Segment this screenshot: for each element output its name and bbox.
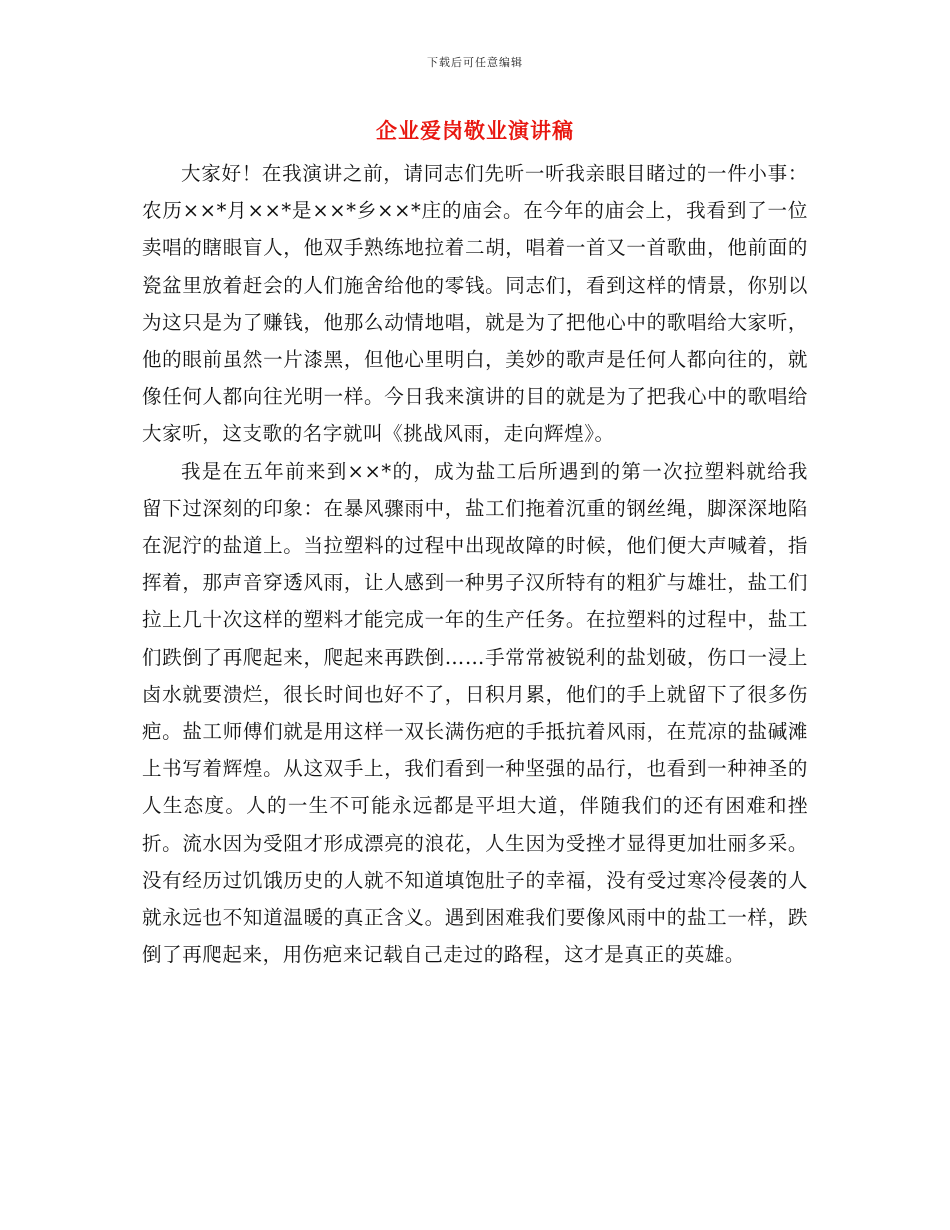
page-header-note: 下载后可任意编辑	[427, 56, 523, 69]
paragraph-1: 大家好！在我演讲之前，请同志们先听一听我亲眼目睹过的一件小事：农历××*月××*是××*乡××*庄的庙会。在今年的庙会上，我看到了一位卖唱的瞎眼盲人，他双手熟练地拉着二胡，唱着一首又一首歌曲，他前面的瓷盆里放着赶会的人们施舍给他的零钱。同志们，看到这样的情景，你别以为这只是为了赚钱，他那么动情地唱，就是为了把他心中的歌唱给大家听，他的眼前虽然一片漆黑，但他心里明白，美妙的歌声是任何人都向往的，就像任何人都向往光明一样。今日我来演讲的目的就是为了把我心中的歌唱给大家听，这支歌的名字就叫《挑战风雨，走向辉煌》。	[142, 162, 808, 446]
document-body	[142, 155, 808, 973]
paragraph-2: 我是在五年前来到××*的，成为盐工后所遇到的第一次拉塑料就给我留下过深刻的印象：在暴风骤雨中，盐工们拖着沉重的钢丝绳，脚深深地陷在泥泞的盐道上。当拉塑料的过程中出现故障的时候，他们便大声喊着，指挥着，那声音穿透风雨，让人感到一种男子汉所特有的粗犷与雄壮，盐工们拉上几十次这样的塑料才能完成一年的生产任务。在拉塑料的过程中，盐工们跌倒了再爬起来，爬起来再跌倒……手常常被锐利的盐划破，伤口一浸上卤水就要溃烂，很长时间也好不了，日积月累，他们的手上就留下了很多伤疤。盐工师傅们就是用这样一双长满伤疤的手抵抗着风雨，在荒凉的盐碱滩上书写着辉煌。从这双手上，我们看到一种坚强的品行，也看到一种神圣的人生态度。人的一生不可能永远都是平坦大道，伴随我们的还有困难和挫折。流水因为受阻才形成漂亮的浪花，人生因为受挫才显得更加壮丽多采。没有经历过饥饿历史的人就不知道填饱肚子的幸福，没有受过寒冷侵袭的人就永远也不知道温暖的真正含义。遇到困难我们要像风雨中的盐工一样，跌倒了再爬起来，用伤疤来记载自己走过的路程，这才是真正的英雄。	[142, 459, 808, 967]
document-title: 企业爱岗敬业演讲稿	[376, 118, 574, 143]
